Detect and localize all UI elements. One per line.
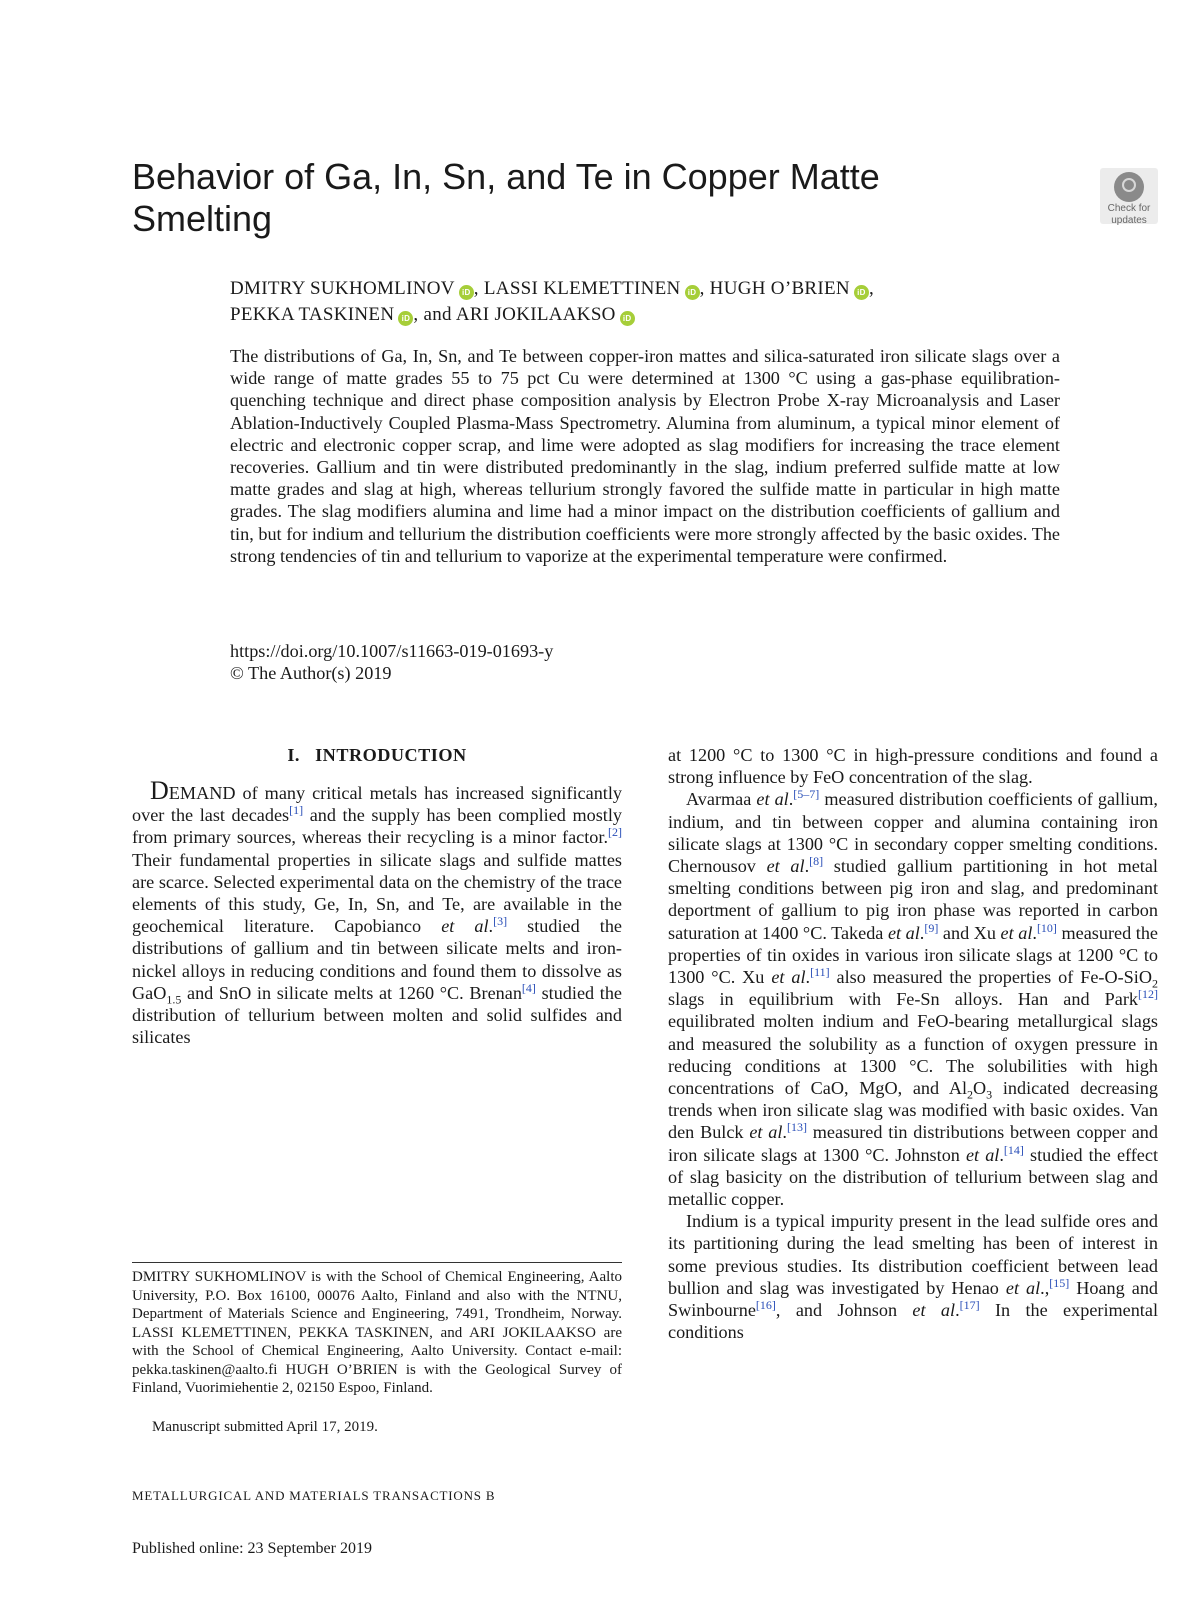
text-run: studied gallium partitioning in hot metal smelting conditions between pig iron and slag, and predominant deportment of gallium to pig iron phase was reported in carbon saturation at 1400 °C. Takeda xyxy=(668,856,1158,943)
text-run: et al xyxy=(749,1122,783,1143)
citation-ref[interactable]: [5–7] xyxy=(793,787,820,802)
author-name: HUGH O’BRIEN xyxy=(709,278,850,299)
orcid-icon[interactable]: iD xyxy=(398,311,413,326)
citation-ref[interactable]: [8] xyxy=(809,853,824,868)
citation-ref[interactable]: [11] xyxy=(810,964,830,979)
text-run: . xyxy=(805,967,811,988)
published-date: Published online: 23 September 2019 xyxy=(132,1540,372,1557)
author-separator: , xyxy=(473,278,484,299)
journal-name: METALLURGICAL AND MATERIALS TRANSACTIONS B xyxy=(132,1488,496,1503)
citation-ref[interactable]: [1] xyxy=(289,803,304,818)
orcid-icon[interactable]: iD xyxy=(685,285,700,300)
citation-ref[interactable]: [4] xyxy=(521,980,536,995)
text-run: et al xyxy=(771,967,806,988)
author-name: DMITRY SUKHOMLINOV xyxy=(230,278,455,299)
author-name: PEKKA TASKINEN xyxy=(230,304,395,325)
citation-ref[interactable]: [9] xyxy=(924,920,939,935)
citation-ref[interactable]: [15] xyxy=(1049,1275,1070,1290)
subscript: 1.5 xyxy=(166,992,182,1007)
citation-ref[interactable]: [3] xyxy=(493,914,508,929)
text-run: et al xyxy=(912,1300,956,1321)
text-run: studied the distribution of tellurium between molten and solid sulfides and silicates xyxy=(132,982,622,1048)
text-run: Hoang and Swinbourne xyxy=(668,1277,1159,1321)
doi-link[interactable]: https://doi.org/10.1007/s11663-019-01693-y xyxy=(230,641,554,661)
badge-label-line1: Check for xyxy=(1107,203,1151,214)
author-separator: , xyxy=(699,278,710,299)
intro-paragraph-1 xyxy=(132,776,623,1048)
intro-paragraph-continued: at 1200 °C to 1300 °C in high-pressure conditions and found a strong influence by FeO concentration of the slag. xyxy=(668,745,1158,788)
orcid-icon[interactable]: iD xyxy=(620,311,635,326)
submission-date: Manuscript submitted April 17, 2019. xyxy=(152,1419,378,1435)
citation-ref[interactable]: [14] xyxy=(1003,1142,1024,1157)
intro-paragraph-3 xyxy=(668,1210,1158,1343)
text-run: and SnO in silicate melts at 1260 °C. Brenan xyxy=(181,982,522,1003)
text-run: , and Johnson xyxy=(775,1300,913,1321)
text-run: et al xyxy=(965,1144,1000,1165)
author-name: LASSI KLEMETTINEN xyxy=(483,278,681,299)
section-heading xyxy=(132,744,622,766)
citation-ref[interactable]: [13] xyxy=(786,1120,807,1135)
badge-label-line2: updates xyxy=(1111,215,1147,226)
text-run: . xyxy=(788,789,794,810)
author-separator: , xyxy=(868,278,875,299)
text-run: . xyxy=(488,916,494,937)
drop-cap: D xyxy=(150,776,169,805)
citation-ref[interactable]: [10] xyxy=(1036,920,1057,935)
section-title: INTRODUCTION xyxy=(315,745,467,765)
author-affiliations-footnote: DMITRY SUKHOMLINOV is with the School of Chemical Engineering, Aalto University, P.O. Box 16100, 00076 Aalto, Finland and also with the NTNU, Department of Materials Science and Engineering, 7491, Trondheim, Norway. LASSI KLEMETTINEN, PEKKA TASKINEN, and ARI JOKILAAKSO are with the School of Chemical Engineering, Aalto University. Contact e-mail: pekka.taskinen@aalto.fi HUGH O’BRIEN is with the Geological Survey of Finland, Vuorimiehentie 2, 02150 Espoo, Finland. xyxy=(132,1269,622,1396)
text-run: measured tin distributions between copper and iron silicate slags at 1300 °C. Johnston xyxy=(668,1122,1158,1165)
text-run: et al xyxy=(1000,922,1033,943)
citation-ref[interactable]: [2] xyxy=(608,825,622,840)
text-run: et al xyxy=(887,922,920,943)
text-run: studied the effect of slag basicity on the distribution of tellurium between slag and metallic copper. xyxy=(668,1144,1159,1210)
text-run: ., xyxy=(1040,1277,1050,1298)
lead-word: EMAND xyxy=(168,783,236,803)
subscript: 2 xyxy=(967,1087,974,1102)
text-run: also measured the properties of Fe-O-SiO xyxy=(829,967,1152,988)
subscript: 3 xyxy=(986,1087,993,1102)
orcid-icon[interactable]: iD xyxy=(854,285,869,300)
text-run: measured distribution coefficients of gallium, indium, and tin between copper and alumina containing iron silicate slags at 1300 °C in secondary copper smelting conditions. Chernousov xyxy=(668,789,1158,877)
citation-ref[interactable]: [12] xyxy=(1138,987,1158,1002)
author-name: ARI JOKILAAKSO xyxy=(455,304,616,325)
text-run: . xyxy=(1032,922,1037,943)
footnote-divider xyxy=(132,1262,622,1263)
citation-ref[interactable]: [17] xyxy=(959,1298,980,1313)
text-run: slags in equilibrium with Fe-Sn alloys. Han and Park xyxy=(668,989,1138,1010)
text-run: equilibrated molten indium and FeO-bearing metallurgical slags and measured the solubility as a function of oxygen pressure in reducing conditions at 1300 °C. The solubilities with high concentrations of CaO, MgO, and Al xyxy=(668,1011,1158,1099)
text-run: Avarmaa xyxy=(686,789,757,810)
author-list xyxy=(230,276,1070,328)
text-run: measured the properties of tin oxides in various iron silicate slags at 1200 °C to 1300 °C. Xu xyxy=(668,922,1158,988)
text-run: et al xyxy=(1005,1277,1041,1298)
text-run: In the experimental conditions xyxy=(668,1300,1158,1343)
text-run: indicated decreasing trends when iron silicate slag was modified with basic oxides. Van den Bulck xyxy=(668,1078,1158,1143)
text-run: . xyxy=(955,1300,960,1321)
text-run: Indium is a typical impurity present in the lead sulfide ores and its partitioning during the lead smelting has been of interest in some previous studies. Its distribution coefficient between lead bullion and slag was investigated by Henao xyxy=(668,1211,1158,1298)
section-number: I. xyxy=(287,745,300,765)
copyright-notice: © The Author(s) 2019 xyxy=(230,663,392,683)
right-column xyxy=(668,744,1158,1343)
text-run: and the supply has been complied mostly from primary sources, whereas their recycling is a minor factor. xyxy=(132,805,622,848)
text-run: . xyxy=(919,922,925,943)
left-column xyxy=(132,744,622,1048)
orcid-icon[interactable]: iD xyxy=(459,285,474,300)
text-run: and Xu xyxy=(938,922,1001,943)
text-run: . xyxy=(782,1122,787,1143)
author-separator: , and xyxy=(413,304,456,325)
text-run: Their fundamental properties in silicate slags and sulfide mattes are scarce. Selected experimental data on the chemistry of the trace elements of this study, Ge, In, Sn, and Te, are available in the geochemical literature. Capobianco xyxy=(132,849,622,937)
check-for-updates-icon xyxy=(1114,172,1144,202)
subscript: 2 xyxy=(1151,976,1158,991)
text-run: et al xyxy=(441,916,489,937)
abstract: The distributions of Ga, In, Sn, and Te between copper-iron mattes and silica-saturated iron silicate slags over a wide range of matte grades 55 to 75 pct Cu were determined at 1300 °C using a gas-phase equilibration-quenching technique and direct phase composition analysis by Electron Probe X-ray Microanalysis and Laser Ablation-Inductively Coupled Plasma-Mass Spectrometry. Alumina from aluminum, a typical minor element of electric and electronic copper scrap, and lime were adopted as slag modifiers for increasing the trace element recoveries. Gallium and tin were distributed predominantly in the slag, indium preferred sulfide matte at low matte grades and slag at high, whereas tellurium strongly favored the sulfide matte in particular in high matte grades. The slag modifiers alumina and lime had a minor impact on the distribution coefficients of gallium and tin, but for indium and tellurium the distribution coefficients were more strongly affected by the basic oxides. The strong tendencies of tin and tellurium to vaporize at the experimental temperature were confirmed. xyxy=(230,346,1060,566)
text-run: . xyxy=(804,856,810,877)
text-run: O xyxy=(973,1078,987,1099)
text-run: et al xyxy=(766,856,805,877)
citation-ref[interactable]: [16] xyxy=(755,1298,776,1313)
text-run: et al xyxy=(756,789,789,810)
text-run: . xyxy=(999,1144,1004,1165)
paper-title: Behavior of Ga, In, Sn, and Te in Copper Matte Smelting xyxy=(132,156,880,239)
intro-paragraph-2 xyxy=(668,788,1158,1210)
text-run: of many critical metals has increased significantly over the last decades xyxy=(132,783,622,826)
text-run: studied the distributions of gallium and tin between silicate melts and iron-nickel alloys in reducing conditions and found them to dissolve as GaO xyxy=(132,916,623,1003)
check-for-updates-badge[interactable] xyxy=(1100,168,1158,224)
